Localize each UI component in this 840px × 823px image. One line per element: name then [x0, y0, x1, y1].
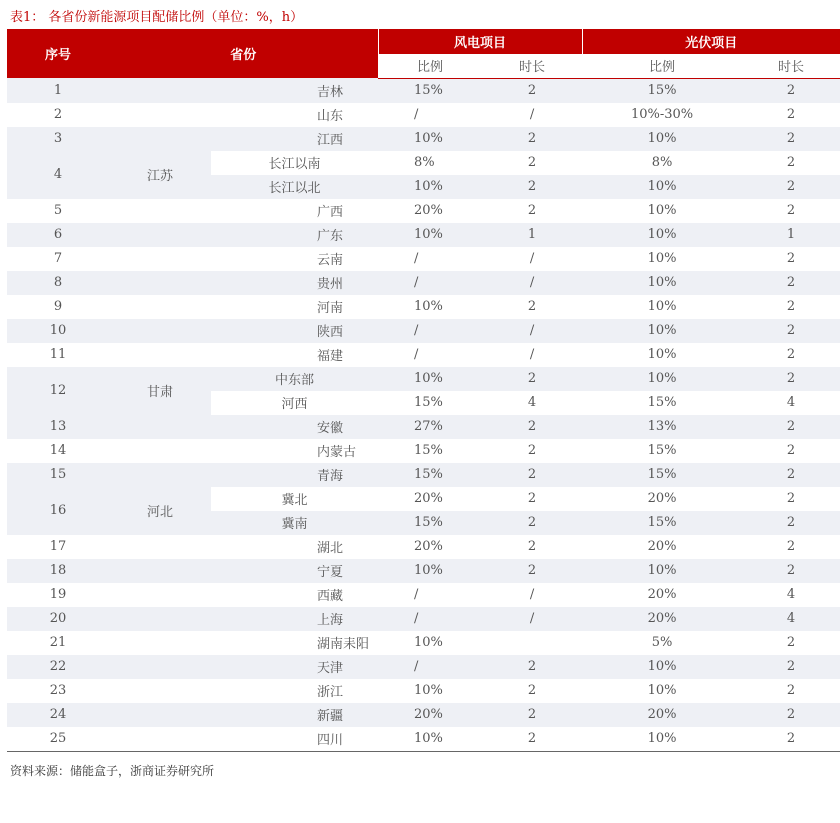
solar-ratio: 15% — [582, 511, 742, 535]
solar-ratio: 13% — [582, 415, 742, 439]
province-name: 江苏 — [109, 151, 211, 199]
row-number: 22 — [7, 655, 109, 679]
row-number: 16 — [7, 487, 109, 535]
solar-duration: 2 — [742, 78, 840, 103]
solar-duration: 2 — [742, 415, 840, 439]
province-name: 宁夏 — [109, 559, 378, 583]
header-seq: 序号 — [7, 29, 109, 78]
table-row — [7, 559, 840, 583]
solar-duration: 4 — [742, 607, 840, 631]
wind-duration: 2 — [527, 539, 537, 554]
table-row — [7, 535, 840, 559]
wind-ratio: 10% — [378, 175, 482, 199]
wind-duration: 4 — [527, 395, 537, 410]
header-province: 省份 — [109, 29, 378, 78]
solar-ratio: 10% — [582, 655, 742, 679]
province-name: 山东 — [317, 109, 344, 124]
province-name: 云南 — [317, 253, 344, 268]
row-number: 10 — [7, 319, 109, 343]
solar-ratio: 15% — [582, 463, 742, 487]
solar-ratio: 10% — [647, 347, 677, 362]
table-row — [7, 151, 840, 175]
wind-ratio: 15% — [378, 463, 482, 487]
solar-duration: 2 — [786, 155, 796, 170]
solar-ratio: 10% — [582, 175, 742, 199]
solar-duration: 2 — [742, 727, 840, 752]
solar-duration: 2 — [742, 511, 840, 535]
table-row — [7, 319, 840, 343]
solar-ratio: 10% — [582, 127, 742, 151]
wind-ratio: 10% — [414, 299, 443, 314]
header-solar-ratio: 比例 — [582, 54, 742, 78]
wind-duration: 2 — [482, 78, 582, 103]
wind-ratio: 20% — [414, 491, 443, 506]
solar-duration: 2 — [786, 299, 796, 314]
province-name: 安徽 — [109, 415, 378, 439]
solar-ratio: 15% — [647, 443, 677, 458]
wind-duration: 2 — [482, 415, 582, 439]
table-row — [7, 487, 840, 511]
row-number: 14 — [49, 443, 67, 458]
solar-ratio: 20% — [582, 607, 742, 631]
solar-duration: 4 — [786, 395, 796, 410]
solar-duration: 2 — [742, 463, 840, 487]
solar-ratio: 10% — [582, 319, 742, 343]
wind-ratio: 10% — [378, 127, 482, 151]
solar-ratio: 10% — [582, 367, 742, 391]
wind-duration: 1 — [482, 223, 582, 247]
wind-ratio: 10% — [378, 727, 482, 752]
wind-ratio: 10% — [414, 635, 443, 650]
wind-ratio: 20% — [414, 539, 443, 554]
wind-ratio: 10% — [378, 223, 482, 247]
table-row — [7, 127, 840, 151]
subregion-name: 长江以北 — [211, 175, 378, 199]
wind-ratio: 8% — [414, 155, 435, 170]
solar-duration: 2 — [742, 271, 840, 295]
solar-ratio: 20% — [647, 491, 677, 506]
wind-ratio: / — [378, 607, 482, 631]
table-row — [7, 199, 840, 223]
header-wind-duration: 时长 — [482, 54, 582, 78]
header-solar: 光伏项目 — [582, 29, 840, 54]
subregion-name: 冀南 — [211, 511, 378, 535]
table-row — [7, 271, 840, 295]
solar-duration: 2 — [786, 491, 796, 506]
wind-duration: 2 — [527, 299, 537, 314]
wind-ratio: 27% — [378, 415, 482, 439]
row-number: 7 — [53, 251, 63, 266]
table-row — [7, 247, 840, 271]
wind-ratio: 15% — [378, 511, 482, 535]
province-name: 广西 — [317, 205, 344, 220]
wind-duration: 2 — [482, 127, 582, 151]
table-row — [7, 78, 840, 103]
solar-duration: 2 — [742, 703, 840, 727]
province-name: 西藏 — [317, 589, 344, 604]
row-number: 9 — [53, 299, 63, 314]
header-solar-duration: 时长 — [742, 54, 840, 78]
province-name: 浙江 — [317, 685, 344, 700]
wind-duration: 2 — [482, 655, 582, 679]
subregion-name: 长江以南 — [268, 157, 321, 172]
wind-duration: / — [482, 319, 582, 343]
row-number: 3 — [7, 127, 109, 151]
wind-ratio: 20% — [414, 203, 443, 218]
wind-duration: / — [529, 251, 535, 266]
wind-duration: 2 — [482, 463, 582, 487]
province-name: 湖南耒阳 — [317, 637, 370, 652]
province-name: 青海 — [109, 463, 378, 487]
solar-ratio: 10% — [647, 251, 677, 266]
wind-ratio: 10% — [378, 367, 482, 391]
solar-ratio: 15% — [582, 78, 742, 103]
solar-ratio: 10% — [647, 299, 677, 314]
solar-ratio: 10% — [582, 223, 742, 247]
wind-duration: 2 — [527, 491, 537, 506]
table-row — [7, 223, 840, 247]
province-name: 贵州 — [109, 271, 378, 295]
solar-duration: 2 — [742, 319, 840, 343]
wind-ratio: 15% — [414, 443, 443, 458]
row-number: 15 — [7, 463, 109, 487]
solar-ratio: 8% — [651, 155, 673, 170]
wind-duration: 2 — [482, 175, 582, 199]
province-name: 上海 — [109, 607, 378, 631]
wind-ratio: / — [414, 587, 419, 602]
province-name: 四川 — [109, 727, 378, 752]
solar-duration: 2 — [786, 539, 796, 554]
table-row — [7, 415, 840, 439]
wind-duration: 2 — [482, 727, 582, 752]
row-number: 18 — [7, 559, 109, 583]
row-number: 20 — [7, 607, 109, 631]
solar-ratio: 10% — [647, 203, 677, 218]
wind-ratio: 10% — [414, 683, 443, 698]
table-row — [7, 583, 840, 607]
table-row — [7, 295, 840, 319]
wind-ratio: / — [378, 319, 482, 343]
table-row — [7, 367, 840, 391]
solar-duration: 2 — [742, 559, 840, 583]
wind-duration: 2 — [527, 155, 537, 170]
solar-duration: 1 — [742, 223, 840, 247]
wind-duration: 2 — [482, 511, 582, 535]
table-row — [7, 463, 840, 487]
solar-duration: 4 — [786, 587, 796, 602]
province-name: 湖北 — [317, 541, 344, 556]
row-number: 6 — [7, 223, 109, 247]
province-name: 吉林 — [109, 78, 378, 103]
solar-duration: 2 — [786, 251, 796, 266]
table-row — [7, 655, 840, 679]
wind-duration: / — [482, 607, 582, 631]
wind-duration: 2 — [527, 683, 537, 698]
row-number: 8 — [7, 271, 109, 295]
solar-duration: 2 — [742, 127, 840, 151]
solar-ratio: 20% — [647, 539, 677, 554]
wind-duration: 2 — [482, 559, 582, 583]
row-number: 13 — [7, 415, 109, 439]
subregion-name: 中东部 — [211, 367, 378, 391]
row-number: 17 — [49, 539, 67, 554]
wind-duration: 2 — [527, 443, 537, 458]
province-name: 新疆 — [109, 703, 378, 727]
wind-duration: / — [482, 271, 582, 295]
solar-ratio: 15% — [647, 395, 677, 410]
province-name: 陕西 — [109, 319, 378, 343]
wind-duration: 2 — [527, 203, 537, 218]
table-row — [7, 103, 840, 127]
wind-ratio: / — [414, 107, 419, 122]
subregion-name: 冀北 — [281, 493, 308, 508]
wind-ratio: 15% — [378, 78, 482, 103]
solar-duration: 2 — [742, 367, 840, 391]
solar-duration: 2 — [786, 635, 796, 650]
solar-ratio: 5% — [651, 635, 673, 650]
row-number: 23 — [49, 683, 67, 698]
energy-storage-table — [7, 29, 840, 752]
solar-ratio: 10% — [582, 271, 742, 295]
solar-duration: 2 — [786, 107, 796, 122]
table-row — [7, 343, 840, 367]
table-row — [7, 679, 840, 703]
wind-ratio: / — [414, 251, 419, 266]
row-number: 25 — [7, 727, 109, 752]
row-number: 19 — [49, 587, 67, 602]
province-name: 甘肃 — [109, 367, 211, 415]
solar-ratio: 20% — [582, 703, 742, 727]
solar-ratio: 10% — [582, 559, 742, 583]
row-number: 11 — [49, 347, 67, 362]
subregion-name: 河西 — [281, 397, 308, 412]
row-number: 1 — [7, 78, 109, 103]
solar-duration: 2 — [786, 347, 796, 362]
province-name: 天津 — [109, 655, 378, 679]
wind-duration — [482, 631, 582, 655]
province-name: 广东 — [109, 223, 378, 247]
solar-duration: 2 — [742, 655, 840, 679]
table-caption: 表1： 各省份新能源项目配储比例（单位：%，h） — [10, 10, 304, 25]
solar-duration: 2 — [786, 683, 796, 698]
row-number: 5 — [53, 203, 63, 218]
solar-ratio: 10% — [582, 727, 742, 752]
source-note: 资料来源：储能盒子，浙商证券研究所 — [10, 764, 215, 778]
wind-duration: / — [529, 347, 535, 362]
wind-ratio: / — [414, 347, 419, 362]
wind-ratio: / — [378, 655, 482, 679]
province-name: 江西 — [109, 127, 378, 151]
row-number: 21 — [49, 635, 67, 650]
province-name: 河南 — [317, 301, 344, 316]
wind-duration: / — [529, 587, 535, 602]
table-body — [7, 78, 840, 751]
row-number: 24 — [7, 703, 109, 727]
wind-duration: 2 — [482, 703, 582, 727]
wind-duration: / — [529, 107, 535, 122]
province-name: 内蒙古 — [317, 445, 357, 460]
wind-ratio: 10% — [378, 559, 482, 583]
wind-duration: 2 — [482, 367, 582, 391]
row-number: 2 — [53, 107, 63, 122]
solar-ratio: 10%-30% — [630, 107, 694, 122]
row-number: 4 — [7, 151, 109, 199]
row-number: 12 — [7, 367, 109, 415]
province-name: 河北 — [109, 487, 211, 535]
solar-duration: 2 — [742, 175, 840, 199]
solar-duration: 2 — [786, 203, 796, 218]
wind-ratio: 15% — [414, 395, 443, 410]
solar-ratio: 20% — [647, 587, 677, 602]
wind-ratio: / — [378, 271, 482, 295]
solar-duration: 2 — [786, 443, 796, 458]
table-row — [7, 727, 840, 752]
wind-ratio: 20% — [378, 703, 482, 727]
table-row — [7, 607, 840, 631]
table-row — [7, 439, 840, 463]
solar-ratio: 10% — [647, 683, 677, 698]
header-wind-ratio: 比例 — [378, 54, 482, 78]
table-row — [7, 703, 840, 727]
province-name: 福建 — [317, 349, 344, 364]
table-row — [7, 631, 840, 655]
header-wind: 风电项目 — [378, 29, 582, 54]
